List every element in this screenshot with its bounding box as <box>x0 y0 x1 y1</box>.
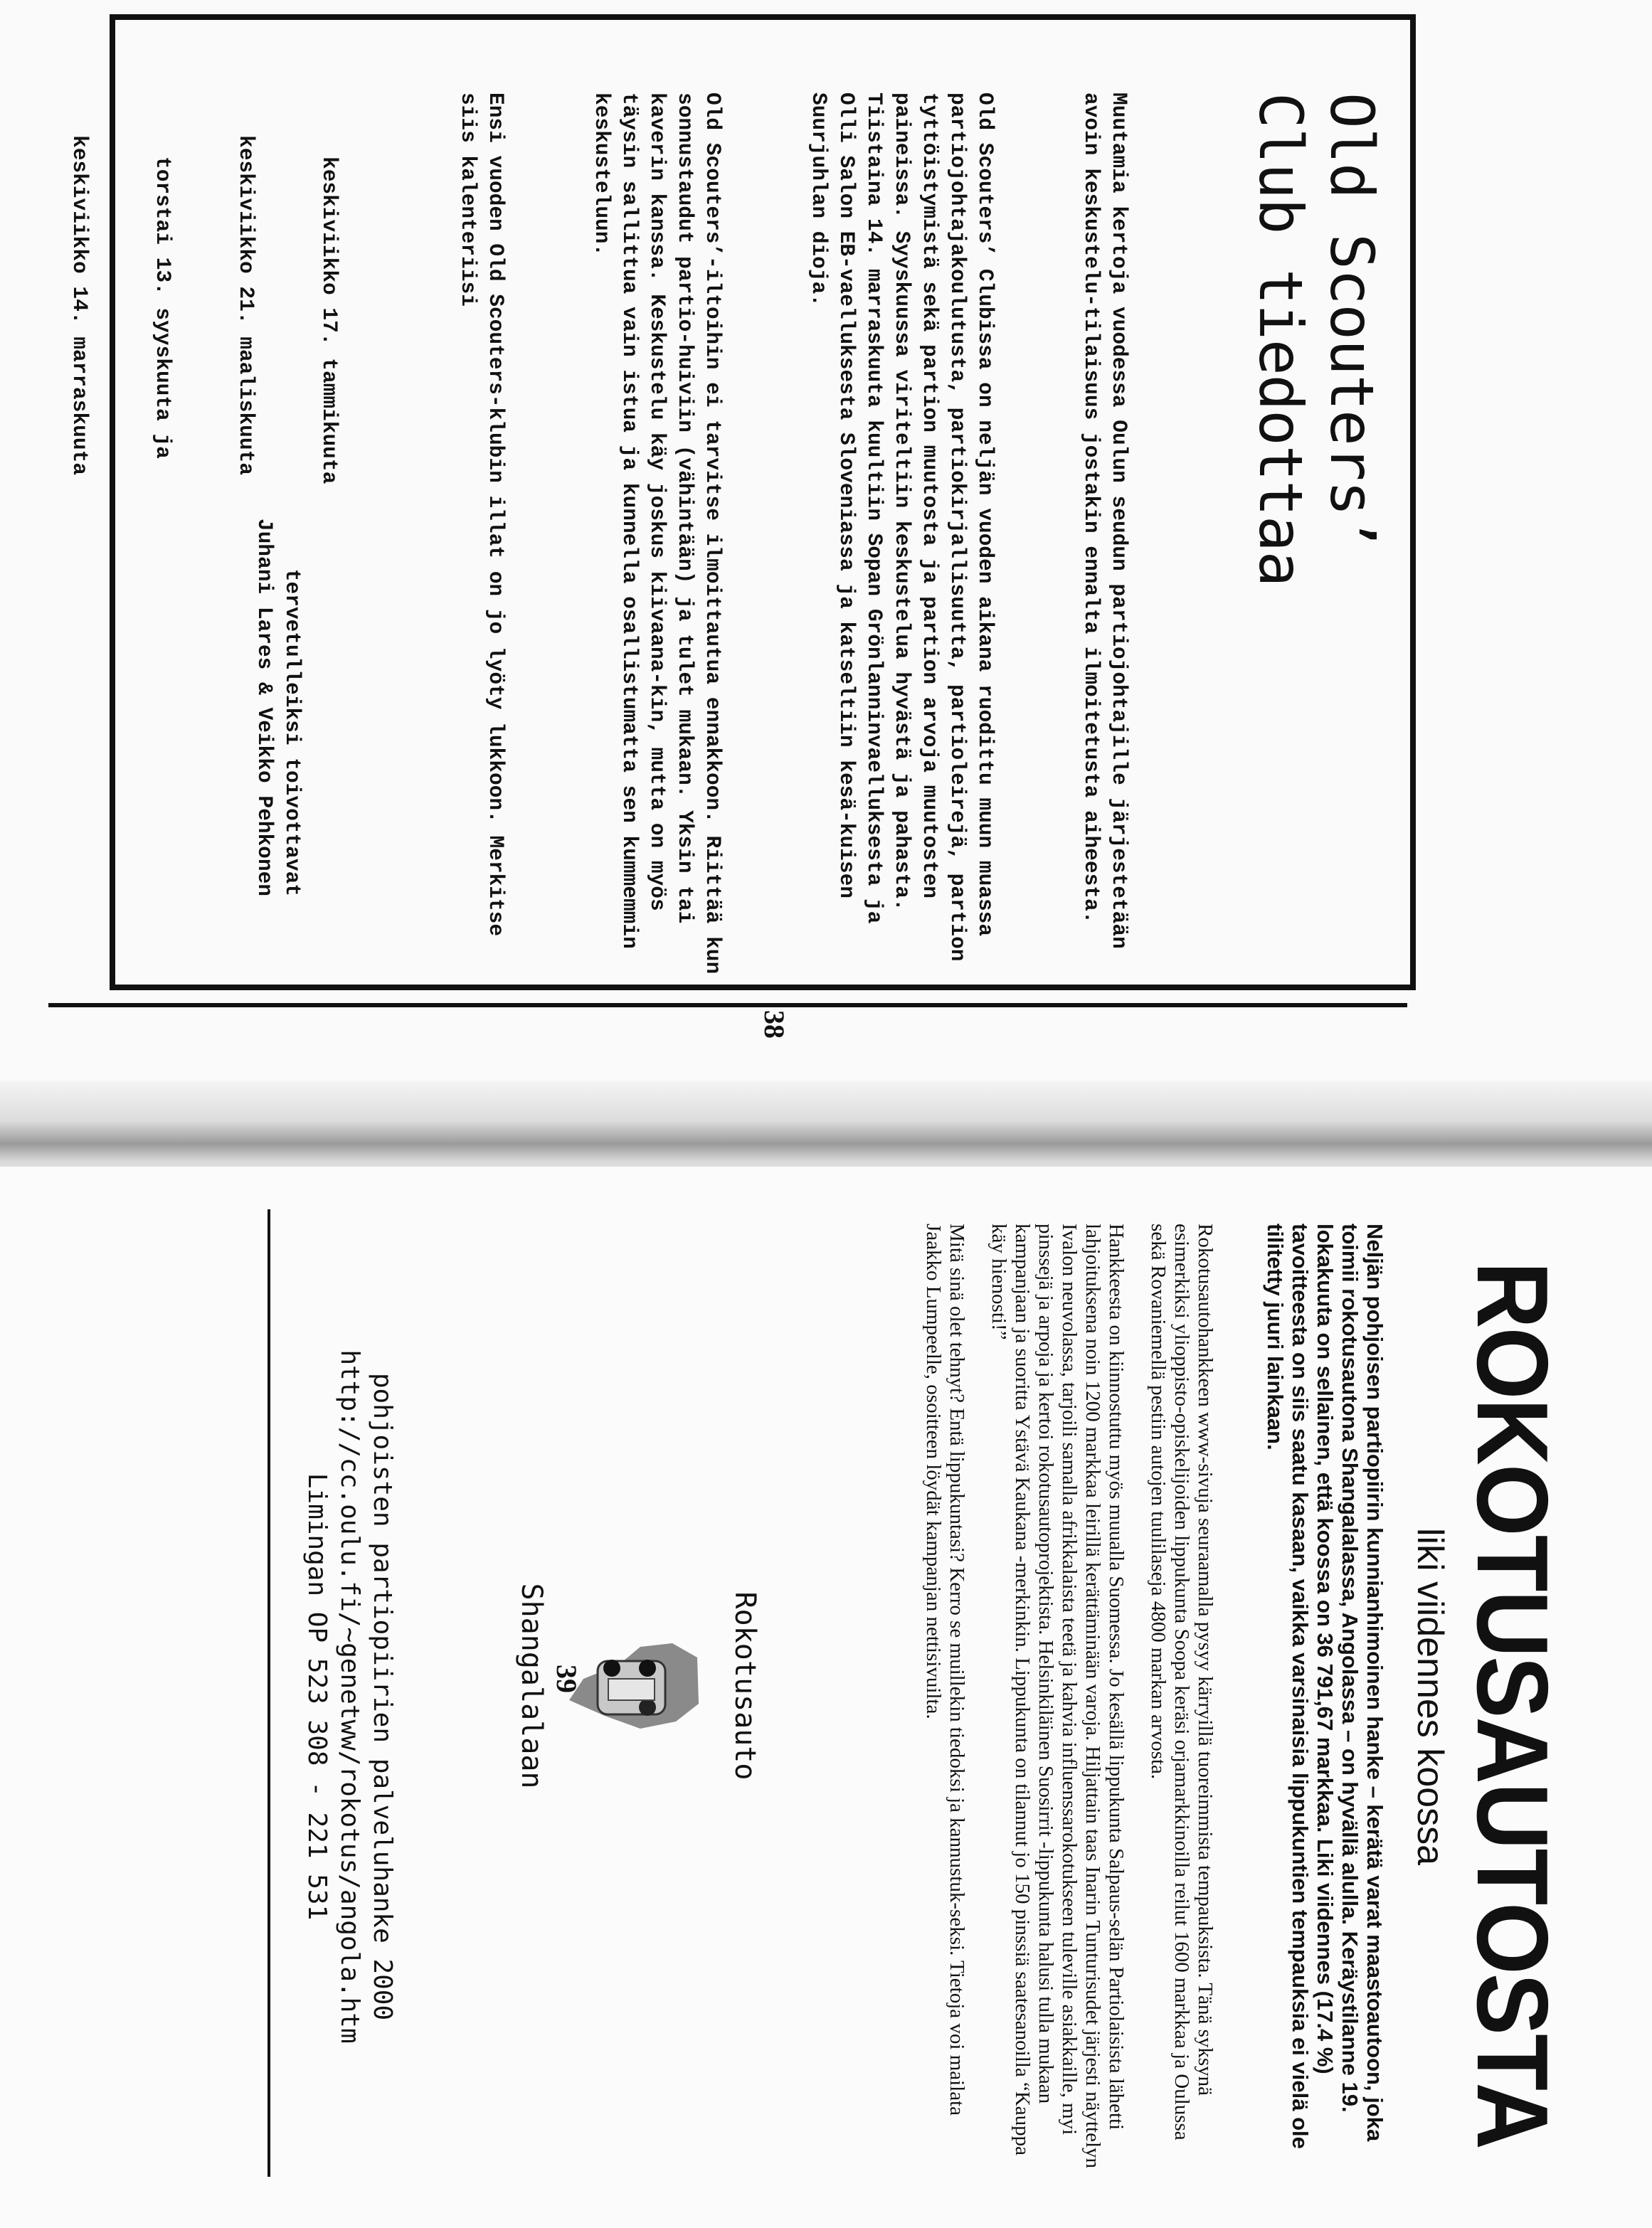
title-line-2: Club tiedottaa <box>1246 92 1315 587</box>
scouters-para-3: Old Scouters’-iltoihin ei tarvitse ilmoittautua ennakkoon. Riittää kun sonnustaudut partio-huiviin (vähintään) ja tulet mukaan. Yksin tai kaverin kanssa. Keskustelu käy joskus kiivaana-kin, mutta on myös täysin sallittua vain istua ja kunnella osallistumatta sen kummemmin keskusteluun. <box>590 92 725 987</box>
scouters-article <box>0 92 1188 987</box>
schedule-item: keskiviikko 14. marraskuuta <box>68 135 92 475</box>
car-africa-icon <box>562 1636 704 1736</box>
logo-caption-bottom: Shangalalaan <box>515 1583 548 1789</box>
service-bank-account: Limingan OP 523 308 - 221 531 <box>302 1473 332 1921</box>
meeting-schedule <box>10 92 398 975</box>
page-number-39: 39 <box>551 1665 583 1693</box>
logo-caption-top: Rokotusauto <box>729 1591 761 1781</box>
rokotus-subheadline: liki viidennes koossa <box>1409 1527 1451 1866</box>
rokotus-headline: ROKOTUSAUTOSTA <box>1456 1261 1569 2148</box>
scouters-para-4: Ensi vuoden Old Scouters-klubin illat on jo lyöty lukkoon. Merkitse siis kalenteriisi <box>456 92 508 949</box>
scouters-signature <box>250 92 306 896</box>
service-url: http://cc.oulu.fi/~genetww/rokotus/angola.htm <box>335 1349 364 2044</box>
rokotus-lead: Neljän pohjoisen partiopiirin kunnianhimoinen hanke – kerätä varat maastoautoon, joka toimii rokotusautona Shangalalassa, Angolassa – on hyvällä alulla. Keräystilanne 19. lokakuuta on sellainen, että koossa on 36 791,67 markkaa. Liki viidennes (17.4 %) tavoitteesta on siis saatu kasaan, vaikka varsinaisia lippukuntien tempauksia ei vielä ole tilitetty juuri lainkaan. <box>1263 1224 1387 2149</box>
title-line-1: Old Scouters’ <box>1317 92 1387 551</box>
scouters-para-1: Muutamia kertoja vuodessa Oulun seudun partiojohtajille järjestetään avoin keskustelu-tilaisuus jostakin ennalta ilmoitetusta aiheesta. <box>1079 92 1131 962</box>
scouters-para-2: Old Scouters’ Clubissa on neljän vuoden aikana ruodittu muun muassa partiojohtajakoulutusta, partiokirjallisuutta, partioleirejä, partion tyttöistymistä sekä partion muutosta ja partion arvoja muutosten paineissa. Syyskuussa viriteltiin keskustelua hyvästä ja pahasta. Tiistaina 14. marraskuuta kuultiin Sopan Grönlanninvaelluksesta ja Olli Salon EB-vaelluksesta Sloveniassa ja katseltiin kesä-kuisen Suurjuhlan dioja. <box>807 92 997 975</box>
page-38-rule <box>48 1003 1407 1007</box>
page-number-38: 38 <box>758 1010 790 1039</box>
scouters-title <box>1245 92 1387 946</box>
closing-names: Juhani Lares & Veikko Pehkonen <box>253 518 277 896</box>
rokotus-para-2: Hankkeesta on kiinnostuttu myös muualla Suomessa. Jo kesällä lippukunta Salpaus-selän Partiolaisista lähetti lahjoituksena noin 1200 markkaa leirillä kerättäminään varoja. Hiljattain taas Inarin Tunturisudet järjesti näyttelyn Ivalon neuvolassa, tarjoili samalla afrikkalaista teetä ja kahvia influenssarokotukseen tuleville asiakkaille, myi pinssejä ja arpoja ja kertoi rokotusautoprojektista. Helsinkiläinen Suosirrit -lippukunta halusi tulla mukaan kampanjaan ja suoritta Ystävä Kaukana -merkinkin. Lippukunta on tilannut jo 150 pinssiä saatesanoilla “Kauppa käy hienosti!” <box>988 1224 1128 2168</box>
service-info <box>300 1224 398 2170</box>
closing-greeting: tervetulleiksi toivottavat <box>280 568 305 896</box>
page-38-content <box>68 14 1416 1039</box>
schedule-item: keskiviikko 21. maaliskuuta <box>234 135 258 475</box>
rokotus-para-3: Mitä sinä olet tehnyt? Entä lippukuntasi? Kerro se muillekin tiedoksi ja kannustuk-seksi. Tietoja voi mailata Jaakko Lumpeelle, osoitteen löydät kampanjan nettisivuilta. <box>922 1224 968 2116</box>
schedule-item: keskiviikko 17. tammikuuta <box>317 157 341 484</box>
rokotus-para-1: Rokotusautohankkeen www-sivuja seuraamalla pysyy kärryillä tuoreimmista tempauksista. Tänä syksynä esimerkiksi ylioppisto-opiskelijoiden lippukunta Soopa keräsi orjamarkkinoilla reilut 1600 markkaa ja Oulussa sekä Rovaniemellä pestiin autojen tuulilaseja 4800 markan arvosta. <box>1147 1224 1217 2141</box>
rokotusauto-logo <box>491 1537 761 1835</box>
schedule-item: torstai 13. syyskuuta ja <box>151 157 175 459</box>
rokotus-article <box>903 1224 1217 2170</box>
service-project: pohjoisten partiopiirien palveluhanke 2000 <box>368 1372 397 2021</box>
page-39-content <box>43 1224 1569 2205</box>
page-39-rule <box>268 1209 270 2177</box>
